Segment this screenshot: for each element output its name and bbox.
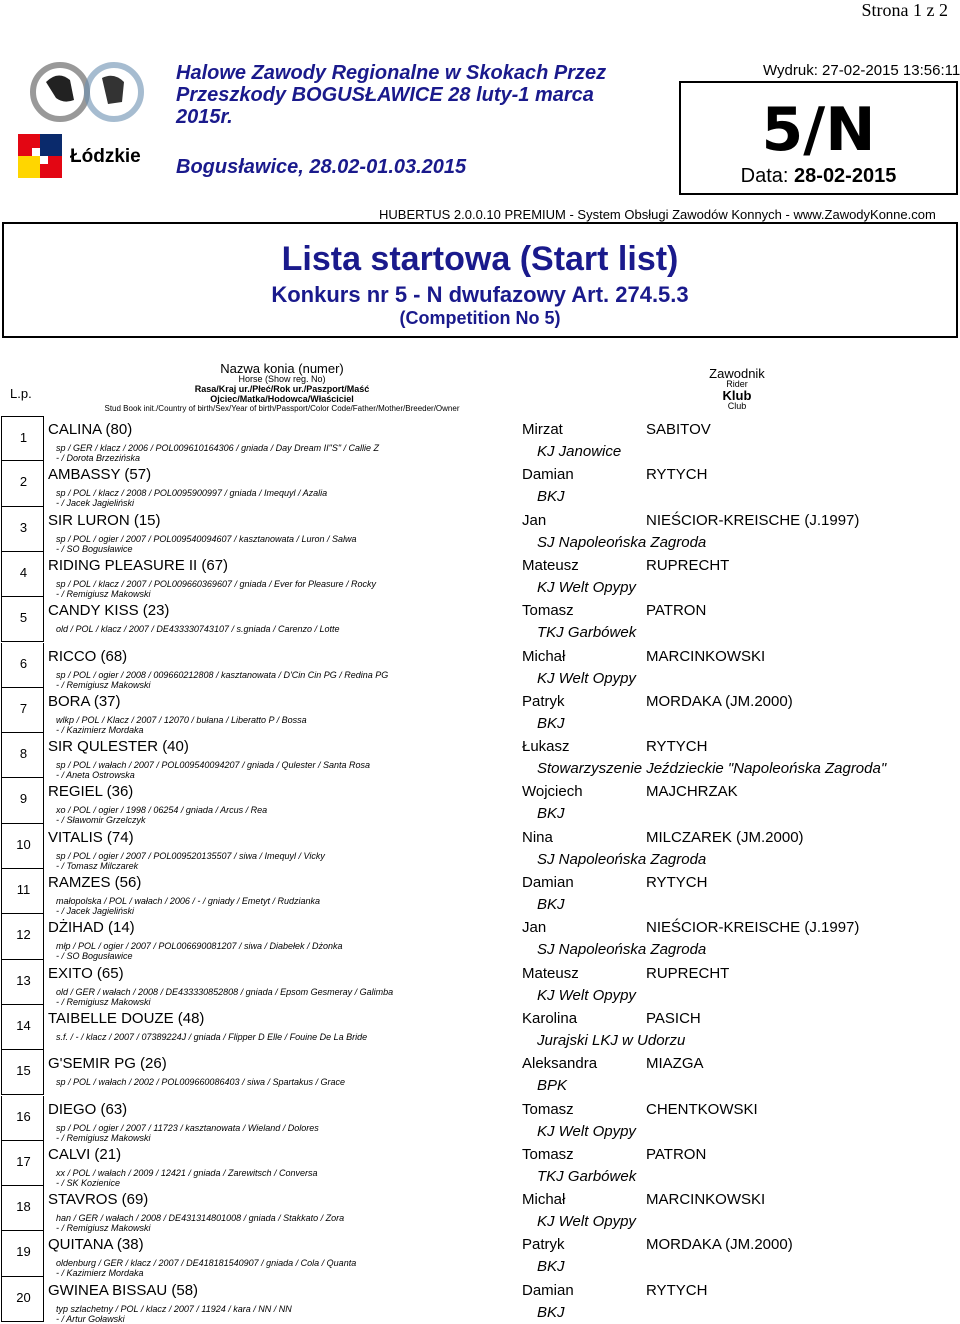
rider-first-name: Michał <box>522 647 566 665</box>
horse-name: QUITANA (38) <box>48 1236 144 1254</box>
horse-name: REGIEL (36) <box>48 783 134 801</box>
row-number-cell <box>1 869 44 914</box>
horse-owner: - / Remigiusz Makowski <box>56 996 151 1007</box>
horse-details: xx / POL / wałach / 2009 / 12421 / gniada / Zarewitsch / Conversa <box>56 1167 318 1178</box>
header-horse-details-en: Stud Book init./Country of birth/Sex/Year of birth/Passport/Color Code/Father/Mother/Breeder/Owner <box>104 404 460 413</box>
rider-last-name: CHENTKOWSKI <box>646 1100 758 1118</box>
rider-first-name: Tomasz <box>522 1100 574 1118</box>
row-number-cell <box>1 778 44 823</box>
row-number: 9 <box>19 791 28 807</box>
rider-first-name: Damian <box>522 874 574 891</box>
horse-details: xo / POL / ogier / 1998 / 06254 / gniada / Arcus / Rea <box>56 805 268 816</box>
table-row <box>1 1277 958 1322</box>
logo-text: Łódzkie <box>70 146 141 167</box>
row-number-cell <box>1 1231 44 1276</box>
row-number: 4 <box>19 564 28 580</box>
table-row <box>1 1005 958 1050</box>
rider-club: KJ Welt Opypy <box>537 669 636 687</box>
rider-last-name: SABITOV <box>646 421 711 438</box>
horse-owner: - / Jacek Jagieliński <box>56 498 135 509</box>
horse-details: han / GER / wałach / 2008 / DE431314801008 / gniada / Stakkato / Zora <box>56 1213 345 1224</box>
horse-name: SIR LURON (15) <box>48 511 161 529</box>
row-number-cell <box>1 1277 44 1322</box>
rider-last-name: RYTYCH <box>646 738 708 756</box>
horse-details: s.f. / - / klacz / 2007 / 07389224J / gniada / Flipper D Elle / Fouine De La Bride <box>56 1031 368 1042</box>
row-number-cell <box>1 1141 44 1186</box>
horse-details: sp / GER / klacz / 2006 / POL009610164306 / gniada / Day Dream II"S" / Callie Z <box>56 443 380 453</box>
horse-details: old / POL / klacz / 2007 / DE433330743107 / s.gniada / Carenzo / Lotte <box>56 624 340 635</box>
date-label: Data: <box>740 165 789 187</box>
rider-club: SJ Napoleońska Zagroda <box>537 941 707 959</box>
row-number: 5 <box>19 610 28 626</box>
horse-name: AMBASSY (57) <box>48 466 152 484</box>
rider-first-name: Jan <box>522 919 547 937</box>
rider-last-name: MAJCHRZAK <box>646 783 738 801</box>
rider-club: BKJ <box>537 896 565 913</box>
event-title: Halowe Zawody Regionalne w Skokach Przez Przeszkody BOGUSŁAWICE 28 luty-1 marca 2015r. <box>176 62 607 128</box>
horse-name: RICCO (68) <box>48 647 128 665</box>
row-number-cell <box>1 914 44 959</box>
table-row <box>1 914 958 962</box>
row-number: 18 <box>16 1199 31 1215</box>
rider-first-name: Mateusz <box>522 964 579 982</box>
horse-details: oldenburg / GER / klacz / 2007 / DE418181540907 / gniada / Cola / Quanta <box>56 1258 357 1269</box>
row-number-cell <box>1 643 44 688</box>
rider-club: KJ Welt Opypy <box>537 986 636 1004</box>
rider-first-name: Jan <box>522 511 547 529</box>
horse-name: RAMZES (56) <box>48 874 142 891</box>
competition-box <box>679 81 958 195</box>
rider-club: Stowarzyszenie Jeździeckie "Napoleońska Zagroda" <box>537 760 887 778</box>
horse-details: małopolska / POL / wałach / 2006 / - / gniady / Emetyt / Rudzianka <box>56 896 320 906</box>
row-number: 20 <box>16 1289 31 1305</box>
horse-details: sp / POL / ogier / 2007 / POL009540094607 / kasztanowata / Luron / Salwa <box>56 533 357 544</box>
event-logo <box>18 62 153 182</box>
horse-name: TAIBELLE DOUZE (48) <box>48 1009 205 1027</box>
rider-last-name: NIEŚCIOR-KREISCHE (J.1997) <box>646 919 860 937</box>
rider-last-name: MIAZGA <box>646 1055 704 1073</box>
header-rider-pl: Zawodnik <box>709 366 765 381</box>
horse-name: GWINEA BISSAU (58) <box>48 1281 199 1299</box>
header-horse-name: Nazwa konia (numer) <box>220 361 344 376</box>
rider-club: TKJ Garbówek <box>537 624 637 642</box>
table-row <box>1 416 958 461</box>
header-rider <box>687 368 787 412</box>
row-number: 16 <box>16 1108 31 1124</box>
horse-owner: - / Sławomir Grzelczyk <box>56 815 146 826</box>
rider-club: KJ Welt Opypy <box>537 1122 636 1140</box>
table-row <box>1 597 958 642</box>
row-number-cell <box>1 507 44 552</box>
horse-details: typ szlachetny / POL / klacz / 2007 / 11924 / kara / NN / NN <box>56 1303 292 1314</box>
rider-first-name: Tomasz <box>522 1145 574 1163</box>
table-row <box>1 507 958 552</box>
rider-first-name: Damian <box>522 466 574 484</box>
horse-owner: - / SO Bogusławice <box>56 951 133 962</box>
horse-name: CANDY KISS (23) <box>48 602 170 620</box>
horse-owner: - / SO Bogusławice <box>56 543 133 554</box>
row-number: 1 <box>19 430 28 445</box>
horse-details: sp / POL / wałach / 2002 / POL009660086403 / siwa / Spartakus / Grace <box>56 1077 346 1088</box>
print-time: Wydruk: 27-02-2015 13:56:11 <box>763 62 960 79</box>
horse-name: SIR QULESTER (40) <box>48 738 189 756</box>
rider-first-name: Karolina <box>522 1009 578 1027</box>
horse-details: sp / POL / klacz / 2008 / POL0095900997 / gniada / Imequyl / Azalia <box>56 488 328 499</box>
rider-club: Jurajski LKJ w Udorzu <box>537 1031 686 1049</box>
horse-owner: - / Remigiusz Makowski <box>56 1132 151 1143</box>
rider-first-name: Michał <box>522 1191 566 1209</box>
rider-first-name: Wojciech <box>522 783 583 801</box>
start-list-table <box>1 416 958 1322</box>
horse-owner: - / Remigiusz Makowski <box>56 588 151 599</box>
horse-name: G'SEMIR PG (26) <box>48 1055 167 1073</box>
rider-club: BKJ <box>537 1258 565 1276</box>
row-number-cell <box>1 461 44 506</box>
horse-name: EXITO (65) <box>48 964 124 982</box>
event-place-date: Bogusławice, 28.02-01.03.2015 <box>176 156 467 178</box>
rider-club: SJ Napoleońska Zagroda <box>537 850 707 868</box>
rider-club: BPK <box>537 1077 568 1095</box>
row-number-cell <box>1 960 44 1005</box>
table-row <box>1 461 958 509</box>
horse-details: sp / POL / klacz / 2007 / POL009660369607 / gniada / Ever for Pleasure / Rocky <box>56 578 377 589</box>
row-number: 10 <box>16 836 31 852</box>
rider-club: TKJ Garbówek <box>537 1167 637 1185</box>
row-number-cell <box>1 733 44 778</box>
page-number: Strona 1 z 2 <box>861 0 948 20</box>
rider-first-name: Patryk <box>522 692 565 710</box>
row-number-cell <box>1 552 44 597</box>
row-number: 14 <box>16 1017 31 1033</box>
horse-name: BORA (37) <box>48 692 121 710</box>
row-number: 2 <box>19 474 28 490</box>
rider-last-name: MILCZAREK (JM.2000) <box>646 828 804 846</box>
header-club-pl: Klub <box>722 388 752 403</box>
rider-first-name: Mateusz <box>522 556 579 574</box>
header-horse <box>102 361 462 414</box>
table-row <box>1 824 958 869</box>
rider-last-name: NIEŚCIOR-KREISCHE (J.1997) <box>646 511 860 529</box>
competition-name: Konkurs nr 5 - N dwufazowy Art. 274.5.3 <box>271 282 689 307</box>
table-row <box>1 1096 958 1141</box>
row-number: 3 <box>19 519 28 535</box>
row-number-cell <box>1 416 44 461</box>
header-rider-en: Rider <box>726 379 748 389</box>
row-number: 13 <box>16 972 31 988</box>
list-title-box <box>2 222 958 338</box>
table-row <box>1 552 958 597</box>
horse-owner: - / Aneta Ostrowska <box>56 770 135 781</box>
rider-club: KJ Janowice <box>537 443 622 460</box>
horse-name: DIEGO (63) <box>48 1100 128 1118</box>
horse-owner: - / Artur Goławski <box>56 1313 125 1324</box>
rider-last-name: RYTYCH <box>646 466 708 484</box>
rider-club: BKJ <box>537 714 565 732</box>
row-number-cell <box>1 1050 44 1095</box>
rider-club: BKJ <box>537 1303 565 1321</box>
horse-owner: - / Remigiusz Makowski <box>56 679 151 690</box>
table-row <box>1 733 958 781</box>
row-number-cell <box>1 1005 44 1050</box>
row-number-cell <box>1 597 44 642</box>
table-row <box>1 688 958 733</box>
rider-club: KJ Welt Opypy <box>537 578 636 596</box>
table-row <box>1 960 958 1005</box>
row-number: 12 <box>16 927 31 943</box>
horse-owner: - / Remigiusz Makowski <box>56 1223 151 1234</box>
competition-name-en: (Competition No 5) <box>399 308 561 328</box>
horse-name: CALINA (80) <box>48 421 133 438</box>
table-row <box>1 1186 958 1234</box>
table-row <box>1 869 958 914</box>
horse-details: old / GER / wałach / 2008 / DE433330852808 / gniada / Epsom Gesmeray / Galimba <box>56 986 394 997</box>
rider-first-name: Tomasz <box>522 602 574 620</box>
header-horse-details: Rasa/Kraj ur./Płeć/Rok ur./Paszport/Maść <box>194 384 370 394</box>
horse-owner: - / Tomasz Milczarek <box>56 860 139 871</box>
rider-last-name: PATRON <box>646 602 707 620</box>
rider-last-name: RYTYCH <box>646 1281 708 1299</box>
rider-club: KJ Welt Opypy <box>537 1213 636 1231</box>
horse-owner: - / SK Kozienice <box>56 1177 121 1188</box>
rider-last-name: MARCINKOWSKI <box>646 1191 766 1209</box>
system-info: HUBERTUS 2.0.0.10 PREMIUM - System Obsługi Zawodów Konnych - www.ZawodyKonne.com <box>379 207 936 222</box>
rider-first-name: Damian <box>522 1281 574 1299</box>
row-number: 7 <box>19 700 28 716</box>
rider-first-name: Nina <box>522 828 553 846</box>
horse-details: wlkp / POL / Klacz / 2007 / 12070 / bułana / Liberatto P / Bossa <box>56 714 307 725</box>
rider-club: BKJ <box>537 805 565 823</box>
competition-code: 5/N <box>761 95 876 165</box>
table-row <box>1 1050 958 1095</box>
horse-name: RIDING PLEASURE II (67) <box>48 556 229 574</box>
row-number: 17 <box>16 1153 31 1169</box>
competition-date <box>681 165 956 188</box>
header-horse-en: Horse (Show reg. No) <box>238 374 326 384</box>
horse-owner: - / Dorota Brzezińska <box>56 453 141 463</box>
rider-last-name: MORDAKA (JM.2000) <box>646 1236 793 1254</box>
rider-first-name: Mirzat <box>522 421 563 438</box>
row-number: 11 <box>16 882 31 897</box>
horse-details: młp / POL / ogier / 2007 / POL006690081207 / siwa / Diabełek / Dżonka <box>56 941 343 952</box>
row-number-cell <box>1 1096 44 1141</box>
row-number-cell <box>1 824 44 869</box>
table-row <box>1 1141 958 1186</box>
rider-first-name: Patryk <box>522 1236 565 1254</box>
list-title: Lista startowa (Start list) <box>281 240 679 278</box>
header-club-en: Club <box>727 401 747 411</box>
row-number-cell <box>1 1186 44 1231</box>
horse-name: DŻIHAD (14) <box>48 919 135 937</box>
horse-details: sp / POL / ogier / 2007 / 11723 / kasztanowata / Wieland / Dolores <box>56 1122 319 1133</box>
row-number: 19 <box>16 1244 31 1260</box>
table-row <box>1 643 958 688</box>
row-number: 6 <box>19 655 28 671</box>
row-number: 8 <box>19 746 28 762</box>
date-value: 28-02-2015 <box>794 165 897 187</box>
horse-details: sp / POL / ogier / 2007 / POL009520135507 / siwa / Imequyl / Vicky <box>56 850 325 861</box>
rider-last-name: MORDAKA (JM.2000) <box>646 692 793 710</box>
rider-first-name: Łukasz <box>522 738 570 756</box>
rider-last-name: PASICH <box>646 1009 701 1027</box>
horse-owner: - / Kazimierz Mordaka <box>56 1268 144 1279</box>
rider-club: SJ Napoleońska Zagroda <box>537 533 707 551</box>
horse-details: sp / POL / wałach / 2007 / POL009540094207 / gniada / Qulester / Santa Rosa <box>56 760 371 771</box>
row-number-cell <box>1 688 44 733</box>
horse-details: sp / POL / ogier / 2008 / 009660212808 / kasztanowata / D'Cin Cin PG / Redina PG <box>56 669 389 680</box>
horse-owner: - / Kazimierz Mordaka <box>56 724 144 735</box>
horse-name: STAVROS (69) <box>48 1191 149 1209</box>
rider-last-name: RYTYCH <box>646 874 708 891</box>
row-number: 15 <box>16 1063 31 1079</box>
rider-last-name: MARCINKOWSKI <box>646 647 766 665</box>
header-horse-parents: Ojciec/Matka/Hodowca/Właściciel <box>210 394 354 404</box>
header-lp: L.p. <box>10 386 32 401</box>
rider-last-name: RUPRECHT <box>646 964 730 982</box>
table-row <box>1 1231 958 1279</box>
horse-name: VITALIS (74) <box>48 828 134 846</box>
rider-last-name: PATRON <box>646 1145 707 1163</box>
rider-last-name: RUPRECHT <box>646 556 730 574</box>
horse-name: CALVI (21) <box>48 1145 122 1163</box>
horse-owner: - / Jacek Jagieliński <box>56 906 135 916</box>
rider-first-name: Aleksandra <box>522 1055 598 1073</box>
table-row <box>1 778 958 826</box>
rider-club: BKJ <box>537 488 565 506</box>
